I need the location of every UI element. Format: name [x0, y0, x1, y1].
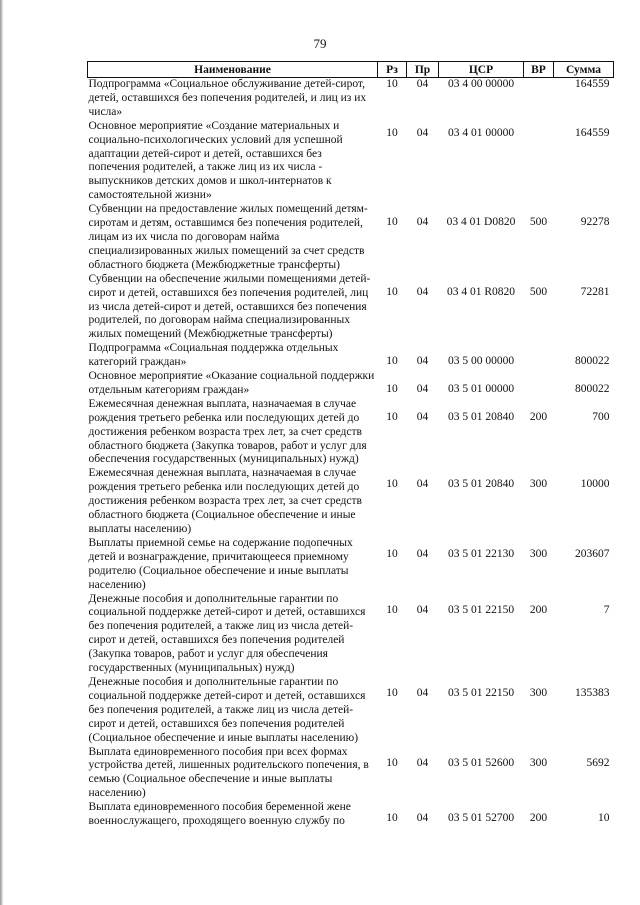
table-row	[88, 120, 614, 203]
row-pr-cell: 04	[416, 478, 429, 491]
table-row	[88, 676, 614, 746]
header-sum: Сумма	[554, 62, 614, 78]
row-csr-cell: 03 5 01 20840	[447, 410, 515, 423]
row-vr-cell	[524, 78, 554, 120]
row-rz-cell: 10	[386, 686, 398, 699]
row-rz-cell: 10	[386, 478, 398, 491]
row-csr-cell: 03 4 01 R0820	[446, 285, 516, 298]
row-sum-cell: 164559	[575, 126, 610, 139]
table-row	[88, 370, 614, 398]
row-name-cell: Подпрограмма «Социальная поддержка отдельных категорий граждан»	[88, 342, 339, 369]
row-csr-cell: 03 5 01 22130	[447, 547, 515, 560]
row-vr-cell: 300	[529, 756, 548, 769]
row-rz-cell: 10	[386, 78, 398, 90]
row-rz-cell: 10	[386, 756, 398, 769]
row-sum-cell: 5692	[586, 756, 610, 769]
row-vr-cell: 200	[529, 410, 548, 423]
row-pr-cell: 04	[416, 285, 429, 298]
row-pr-cell: 04	[416, 603, 429, 616]
row-name-cell: Денежные пособия и дополнительные гарантии по социальной поддержке детей-сирот и детей, оставшихся без попечения родителей, а также лиц из числа детей-сирот и детей, оставшихся без попечения родителей (Закупка товаров, работ и услуг для обеспечения государственных (муниципальных) нужд)	[88, 592, 366, 675]
row-sum-cell: 164559	[575, 78, 610, 90]
row-pr-cell: 04	[416, 383, 429, 396]
row-rz-cell: 10	[386, 216, 398, 229]
row-pr-cell: 04	[416, 126, 429, 139]
row-rz-cell: 10	[386, 547, 398, 560]
row-name-cell: Выплата единовременного пособия при всех формах устройства детей, лишенных родительского попечения, в семью (Социальное обеспечение и иные выплаты населению)	[88, 745, 369, 800]
table-header	[88, 62, 614, 78]
row-pr-cell: 04	[416, 410, 429, 423]
row-sum-cell: 800022	[575, 355, 610, 368]
row-rz-cell: 10	[386, 285, 398, 298]
row-vr-cell: 200	[529, 603, 548, 616]
page-number: 79	[313, 36, 327, 51]
table-row	[88, 593, 614, 676]
row-name-cell: Подпрограмма «Социальное обслуживание детей-сирот, детей, оставшихся без попечения родителей, и лиц из их числа»	[88, 78, 367, 118]
table-row	[88, 203, 614, 273]
row-sum-cell: 800022	[575, 383, 610, 396]
row-pr-cell: 04	[416, 756, 429, 769]
row-csr-cell: 03 4 01 D0820	[446, 216, 516, 229]
row-sum-cell: 135383	[575, 686, 610, 699]
row-pr-cell: 04	[416, 812, 429, 825]
row-vr-cell: 500	[529, 285, 548, 298]
row-vr-cell: 500	[529, 216, 548, 229]
table-row	[88, 273, 614, 343]
table-row	[88, 746, 614, 802]
row-sum-cell: 700	[592, 410, 610, 423]
row-csr-cell: 03 5 01 20840	[447, 478, 515, 491]
row-rz-cell: 10	[386, 410, 398, 423]
budget-table-container	[87, 61, 613, 829]
row-csr-cell: 03 5 00 00000	[447, 355, 515, 368]
row-rz-cell: 10	[386, 383, 398, 396]
table-row	[88, 342, 614, 370]
table-row	[88, 78, 614, 120]
row-csr-cell: 03 5 01 22150	[447, 603, 515, 616]
table-body	[88, 78, 614, 829]
row-csr-cell: 03 5 01 22150	[447, 686, 515, 699]
table-row	[88, 801, 614, 829]
row-sum-cell: 10	[598, 812, 610, 825]
row-vr-cell	[524, 370, 554, 398]
row-csr-cell: 03 4 00 00000	[447, 78, 515, 90]
row-pr-cell: 04	[416, 216, 429, 229]
table-row	[88, 467, 614, 537]
row-rz-cell: 10	[386, 355, 398, 368]
row-csr-cell: 03 5 01 52600	[447, 756, 515, 769]
row-name-cell: Выплата единовременного пособия беременной жене военнослужащего, проходящего военную службу по	[88, 801, 351, 828]
header-pr: Пр	[407, 62, 439, 78]
row-name-cell: Выплаты приемной семье на содержание подопечных детей и вознаграждение, причитающееся приемному родителю (Социальное обеспечение и иные выплаты населению)	[88, 536, 353, 591]
scan-edge	[0, 0, 3, 905]
row-pr-cell: 04	[416, 355, 429, 368]
row-pr-cell: 04	[416, 686, 429, 699]
row-name-cell: Ежемесячная денежная выплата, назначаемая в случае рождения третьего ребенка или последующих детей до достижения ребенком возраста трех лет, за счет средств областного бюджета (Закупка товаров, работ и услуг для обеспечения государственных (муниципальных) нужд)	[88, 397, 367, 466]
row-vr-cell: 300	[529, 547, 548, 560]
row-rz-cell: 10	[386, 812, 398, 825]
row-rz-cell: 10	[386, 603, 398, 616]
row-pr-cell: 04	[416, 547, 429, 560]
row-vr-cell: 300	[529, 686, 548, 699]
row-sum-cell: 203607	[575, 547, 610, 560]
budget-table	[87, 61, 614, 829]
header-vr: ВР	[524, 62, 554, 78]
table-row	[88, 398, 614, 468]
row-csr-cell: 03 5 01 52700	[447, 812, 515, 825]
row-name-cell: Ежемесячная денежная выплата, назначаемая в случае рождения третьего ребенка или последующих детей до достижения ребенком возраста трех лет, за счет средств областного бюджета (Социальное обеспечение и иные выплаты населению)	[88, 467, 362, 535]
row-name-cell: Субвенции на обеспечение жилыми помещениями детей-сирот и детей, оставшихся без попечения родителей, лиц из числа детей-сирот и детей, оставшихся без попечения родителей, по договорам найма специализированных жилых помещений (Межбюджетные трансферты)	[88, 272, 371, 341]
row-sum-cell: 72281	[580, 285, 610, 298]
row-sum-cell: 7	[603, 603, 610, 616]
row-csr-cell: 03 5 01 00000	[447, 383, 515, 396]
row-name-cell: Субвенции на предоставление жилых помещений детям-сиротам и детям, оставшимся без попечения родителей, лицам из их числа по договорам найма специализированных жилых помещений за счет средств областного бюджета (Межбюджетные трансферты)	[88, 203, 368, 271]
header-rz: Рз	[378, 62, 407, 78]
row-pr-cell: 04	[416, 78, 429, 90]
row-name-cell: Основное мероприятие «Оказание социальной поддержки отдельным категориям граждан»	[88, 370, 375, 396]
header-csr: ЦСР	[439, 62, 524, 78]
row-rz-cell: 10	[386, 126, 398, 139]
row-name-cell: Денежные пособия и дополнительные гарантии по социальной поддержке детей-сирот и детей, оставшихся без попечения родителей, а также лиц из числа детей-сирот и детей, оставшихся без попечения родителей (Социальное обеспечение и иные выплаты населению)	[88, 675, 366, 744]
row-sum-cell: 10000	[580, 478, 610, 491]
row-vr-cell: 200	[529, 812, 548, 825]
table-row	[88, 537, 614, 593]
row-vr-cell: 300	[529, 478, 548, 491]
row-vr-cell	[524, 120, 554, 203]
row-vr-cell	[524, 342, 554, 370]
row-name-cell: Основное мероприятие «Создание материальных и социально-психологических условий для успешной адаптации детей-сирот и детей, оставшихся без попечения родителей, а также лиц из их числа - выпускников детских домов и школ-интернатов к самостоятельной жизни»	[88, 119, 343, 202]
row-sum-cell: 92278	[580, 216, 610, 229]
row-csr-cell: 03 4 01 00000	[447, 126, 515, 139]
header-name: Наименование	[88, 62, 378, 78]
